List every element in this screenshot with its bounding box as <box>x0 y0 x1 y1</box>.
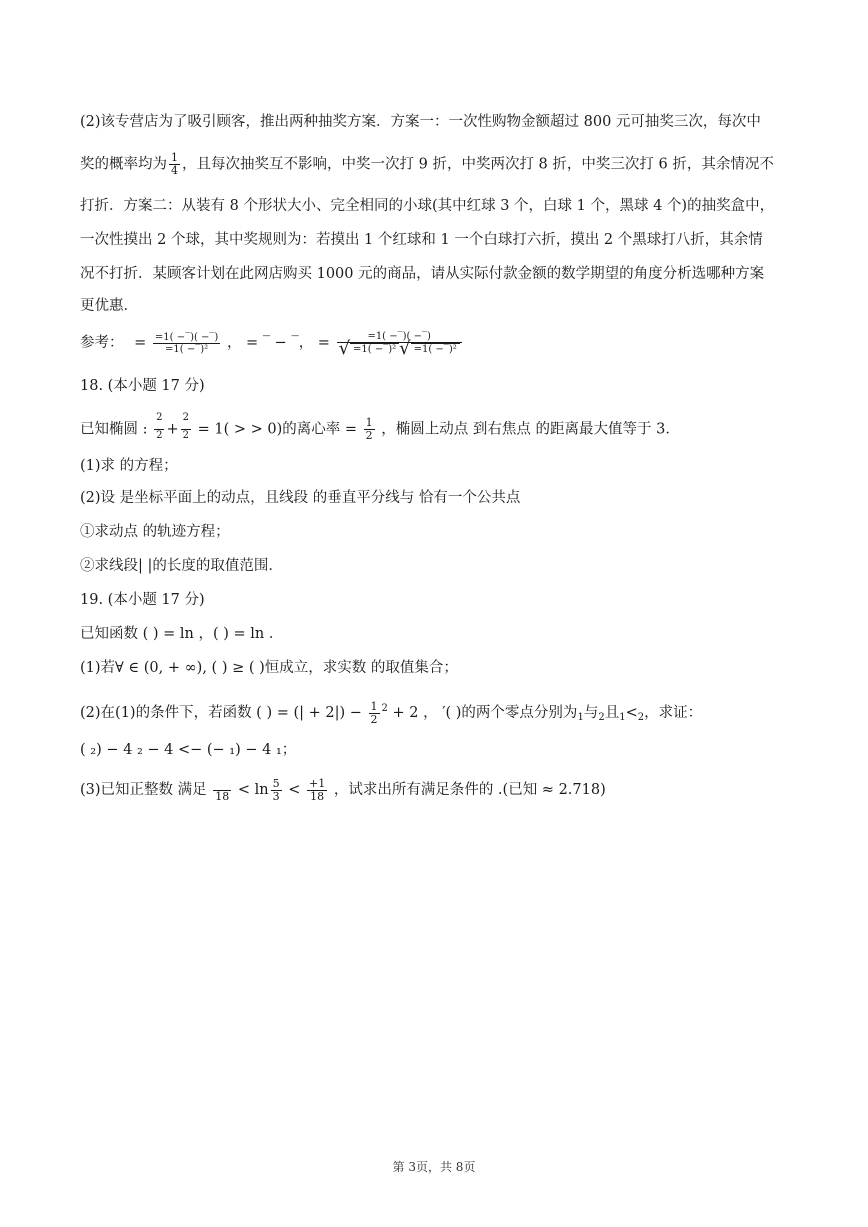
q17-part2-line3: 打折．方案二：从装有 8 个形状大小、完全相同的小球(其中红球 3 个，白球 1 个，黑球 4 个)的抽奖盒中， <box>80 198 775 214</box>
q19-part1: (1)若∀ ∈ (0, + ∞), ( ) ≥ ( )恒成立，求实数 的取值集合； <box>80 660 458 676</box>
formula-b-hat: $\frac{=1( -‾)( -‾)}{\text{=1( −‾)²}}$ <box>154 331 219 355</box>
q19-part3: (3)已知正整数 满足 18 < ln $\frac{5}{3}$ < $\frac{+1}{18}$ ，试求出所有满足条件的 .(已知 ≈ 2.718) <box>80 776 606 803</box>
q19-part2: (2)在(1)的条件下，若函数 ( ) = (| + 2|) − $\frac{1}{2}$ $^2$ + 2 ， ′( )的两个零点分别为$_1$与$_2$且$_1<_2$，求证： <box>80 699 703 726</box>
q17-part2-line4: 一次性摸出 2 个球，其中奖规则为：若摸出 1 个红球和 1 一个白球打六折，摸出 2 个黑球打八折，其余情 <box>80 232 763 248</box>
q17-part2-line1: (2)该专营店为了吸引顾客，推出两种抽奖方案．方案一：一次性购物金额超过 800 元可抽奖三次，每次中 <box>80 114 761 130</box>
q18-part2-sub1: ①求动点 的轨迹方程； <box>80 524 230 540</box>
q17-part2-line6: 更优惠． <box>80 298 138 314</box>
q19-heading: 19. (本小题 17 分) <box>80 592 205 608</box>
page-footer: 第 3页，共 8页 <box>392 1160 476 1174</box>
q18-heading: 18. (本小题 17 分) <box>80 378 205 394</box>
q18-part1: (1)求 的方程； <box>80 458 178 474</box>
q17-part2-line2: 奖的概率均为 $\frac{1}{4}$ ，且每次抽奖互不影响，中奖一次打 9 折，中奖两次打 8 折，中奖三次打 6 折，其余情况不 <box>80 151 774 177</box>
eccentricity-fraction: $\frac{1}{2}$ <box>365 416 373 442</box>
q19-part2-inequality: ( ₂) − 4 ₂ − 4 <− (− ₁) − 4 ₁； <box>80 742 297 758</box>
q19-statement: 已知函数 ( ) = ln ，( ) = ln ． <box>80 626 284 642</box>
q18-statement: 已知椭圆 : $\frac{2}{2}$ + $\frac{2}{2}$ = 1( > > 0)的离心率 = $\frac{1}{2}$ ，椭圆上动点 到右焦点 的距离最大值等于 3． <box>80 412 680 442</box>
reference-formulas: 参考： = $\frac{=1( -‾)( -‾)}{\text{=1( −‾)²}}$ ， = ‾ − ‾， = $\frac{=1( -‾)( -‾)}{\text{√ =1( −‾)² √ =1( −‾)²}}$ <box>80 328 796 358</box>
formula-r: $\frac{=1( -‾)( -‾)}{\text{√ =1( −‾)² √ =1( −‾)²}}$ <box>337 331 462 355</box>
q18-part2-sub2: ②求线段| |的长度的取值范围． <box>80 558 283 574</box>
q18-part2: (2)设 是坐标平面上的动点，且线段 的垂直平分线与 恰有一个公共点 <box>80 490 521 506</box>
q17-part2-line5: 况不打折．某顾客计划在此网店购买 1000 元的商品，请从实际付款金额的数学期望的角度分析选哪种方案 <box>80 266 765 282</box>
probability-fraction: $\frac{1}{4}$ <box>171 151 178 177</box>
